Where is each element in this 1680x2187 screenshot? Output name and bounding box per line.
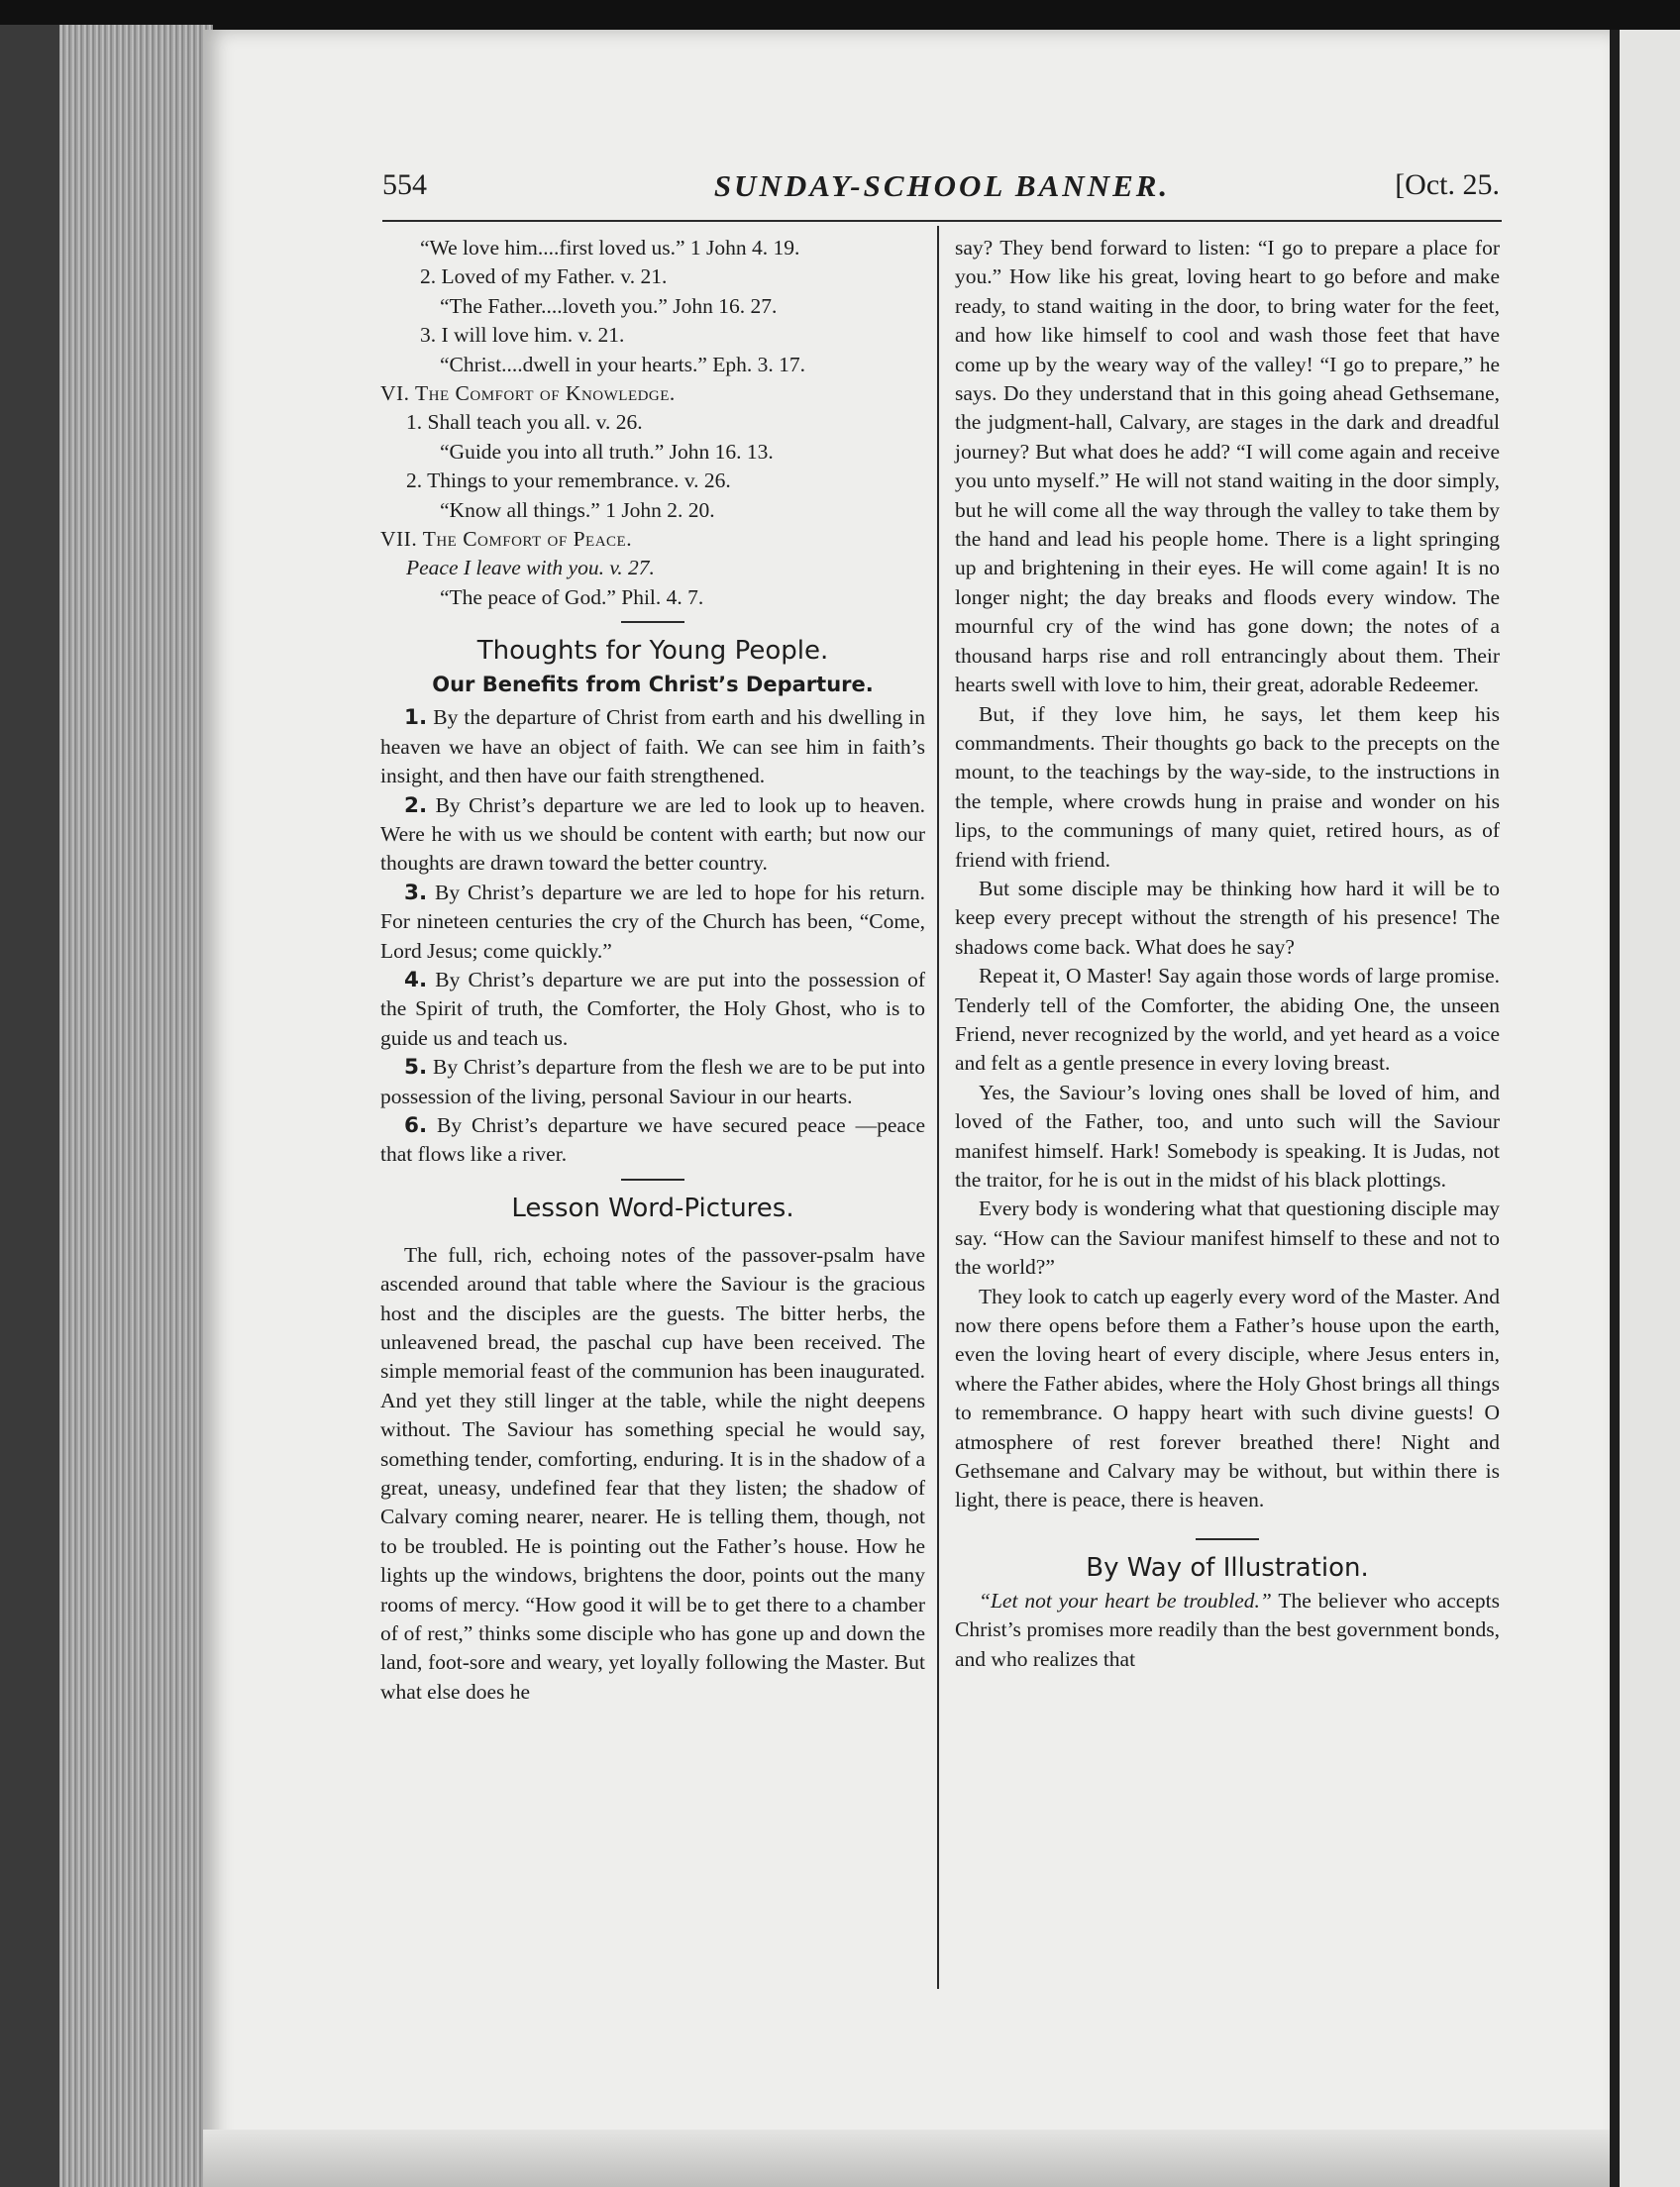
item-text: By Christ’s departure from the flesh we are to be put into possession of the living, personal Saviour in our hearts. xyxy=(380,1055,925,1108)
page-header xyxy=(382,164,1502,210)
outline-line: “The peace of God.” Phil. 4. 7. xyxy=(440,584,704,609)
body-paragraph: But some disciple may be thinking how hard it will be to keep every precept without the strength of his presence! The shadows come back. What does he say? xyxy=(955,876,1500,959)
outline-line: “The Father....loveth you.” John 16. 27. xyxy=(440,293,778,318)
section-title: Lesson Word-Pictures. xyxy=(511,1193,794,1223)
outline-line: “Know all things.” 1 John 2. 20. xyxy=(440,497,715,522)
column-rule xyxy=(937,226,939,1989)
top-shadow xyxy=(0,0,1680,30)
outline-line: “Christ....dwell in your hearts.” Eph. 3. 17. xyxy=(440,352,806,376)
outline-heading: VI. The Comfort of Knowledge. xyxy=(380,381,676,406)
right-column xyxy=(955,234,1500,1674)
item-text: By Christ’s departure we have secured peace —peace that flows like a river. xyxy=(380,1112,926,1167)
item-text: By Christ’s departure we are led to hope for his return. For nineteen centuries the cry of the Church has been, “Come, Lord Jesus; come quickly.” xyxy=(380,880,925,963)
outline-line: “Guide you into all truth.” John 16. 13. xyxy=(440,439,774,464)
numbered-item xyxy=(380,791,925,879)
scripture-quote: “Let not your heart be troubled.” xyxy=(979,1588,1272,1613)
book-edge-dark xyxy=(0,25,59,2187)
paragraph-text: The believer who accepts Christ’s promises more readily than the best government bonds, and who realizes that xyxy=(955,1588,1500,1671)
item-number: 1. xyxy=(404,705,428,731)
numbered-item xyxy=(380,703,925,790)
numbered-item xyxy=(380,1053,925,1111)
item-number: 5. xyxy=(404,1055,428,1081)
outline-line: Peace I leave with you. v. 27. xyxy=(406,556,655,580)
body-paragraph: say? They bend forward to listen: “I go to prepare a place for you.” How like his great, loving heart to go before and make ready, to stand waiting in the door, to bring water for the feet, and how like himself to cool and wash those feet that have come up by the weary way of the valley! “I go to prepare,” he says. Do they understand that in this going ahead Gethsemane, the judgment-hall, Calvary, are stages in the dark and dreadful journey? But what does he add? “I will come again and receive you unto myself.” He will not stand waiting in the door simply, but he will come all the way through the valley to take them by the hand and lead his people home. There is a light springing up and brightening in their eyes. He will come again! It is no longer night; the day breaks and floods every window. The mournful cry of the wind has gone down; the notes of a thousand harps rise and roll entrancingly about them. Their hearts swell with love to him, their great, adorable Redeemer. xyxy=(955,236,1500,697)
item-text: By Christ’s departure we are put into the possession of the Spirit of truth, the Comforter, the Holy Ghost, who is to guide us and teach us. xyxy=(380,967,926,1050)
header-rule xyxy=(382,220,1502,222)
outline-line: 2. Loved of my Father. v. 21. xyxy=(420,264,668,289)
outline-line: 3. I will love him. v. 21. xyxy=(420,323,625,348)
section-rule xyxy=(621,621,684,623)
page-number: 554 xyxy=(382,168,427,201)
outline-heading: VII. The Comfort of Peace. xyxy=(380,527,633,552)
section-subtitle: Our Benefits from Christ’s Departure. xyxy=(432,673,874,697)
body-paragraph: Every body is wondering what that questioning disciple may say. “How can the Saviour manifest himself to these and not to the world?” xyxy=(955,1197,1500,1280)
numbered-item xyxy=(380,879,925,966)
body-paragraph: The full, rich, echoing notes of the passover-psalm have ascended around that table where the Saviour is the gracious host and the disciples are the guests. The bitter herbs, the unleavened bread, the paschal cup have been received. The simple memorial feast of the communion has been inaugurated. And yet they still linger at the table, while the night deepens without. The Saviour has something special he would say, something tender, comforting, enduring. It is in the shadow of a great, uneasy, undefined fear that they listen; the shadow of Calvary coming nearer, nearer. He is telling them, though, not to be troubled. He is pointing out the Father’s house. How he lights up the windows, brightens the door, points out the many rooms of mercy. “How good it will be to get there to a chamber of of rest,” thinks some disciple who has gone up and down the land, foot-sore and weary, yet loyally following the Master. But what else does he xyxy=(380,1242,925,1704)
outline-line: “We love him....first loved us.” 1 John 4. 19. xyxy=(420,236,800,260)
body-paragraph: They look to catch up eagerly every word of the Master. And now there opens before them a Father’s house upon the earth, even the loving heart of every disciple, where Jesus enters in, where the Father abides, where the Holy Ghost brings all things to remembrance. O happy heart with such divine guests! O atmosphere of rest forever breathed there! Night and Gethsemane and Calvary may be without, but within there is light, there is peace, there is heaven. xyxy=(955,1284,1500,1512)
item-number: 3. xyxy=(404,880,428,905)
section-rule xyxy=(1196,1538,1259,1540)
left-column xyxy=(380,234,925,1707)
bottom-shadow xyxy=(203,2130,1610,2187)
numbered-item xyxy=(380,1111,925,1170)
issue-date: [Oct. 25. xyxy=(1395,168,1500,201)
numbered-item xyxy=(380,966,925,1053)
item-text: By Christ’s departure we are led to look up to heaven. Were he with us we should be content with earth; but now our thoughts are drawn toward the better country. xyxy=(380,792,926,876)
section-title: By Way of Illustration. xyxy=(1086,1552,1369,1583)
item-number: 4. xyxy=(404,967,428,992)
body-paragraph: Yes, the Saviour’s loving ones shall be loved of him, and loved of the Father, too, and unto such will the Saviour manifest himself. Hark! Somebody is speaking. It is Judas, not the traitor, for he is out in the midst of his black plottings. xyxy=(955,1080,1500,1192)
body-paragraph: Repeat it, O Master! Say again those words of large promise. Tenderly tell of the Comforter, the abiding One, the unseen Friend, never recognized by the world, and yet heard as a voice and felt as a gentle presence in every loving breast. xyxy=(955,964,1500,1076)
running-title: SUNDAY-SCHOOL BANNER. xyxy=(713,168,1171,203)
body-paragraph: But, if they love him, he says, let them keep his commandments. Their thoughts go back to the precepts on the mount, to the teachings by the way-side, to the instructions in the temple, where crowds hung in praise and wonder on his lips, to the communings of many quiet, retired hours, as of friend with friend. xyxy=(955,701,1500,872)
next-page-edge xyxy=(1610,30,1680,2187)
item-number: 2. xyxy=(404,792,428,818)
section-rule xyxy=(621,1179,684,1181)
item-number: 6. xyxy=(404,1112,428,1138)
outline-line: 2. Things to your remembrance. v. 26. xyxy=(406,469,731,493)
body-paragraph xyxy=(955,1587,1500,1674)
outline-line: 1. Shall teach you all. v. 26. xyxy=(406,410,643,435)
section-title: Thoughts for Young People. xyxy=(476,636,829,667)
item-text: By the departure of Christ from earth and his dwelling in heaven we have an object of faith. We can see him in faith’s insight, and then have our faith strengthened. xyxy=(380,705,926,788)
